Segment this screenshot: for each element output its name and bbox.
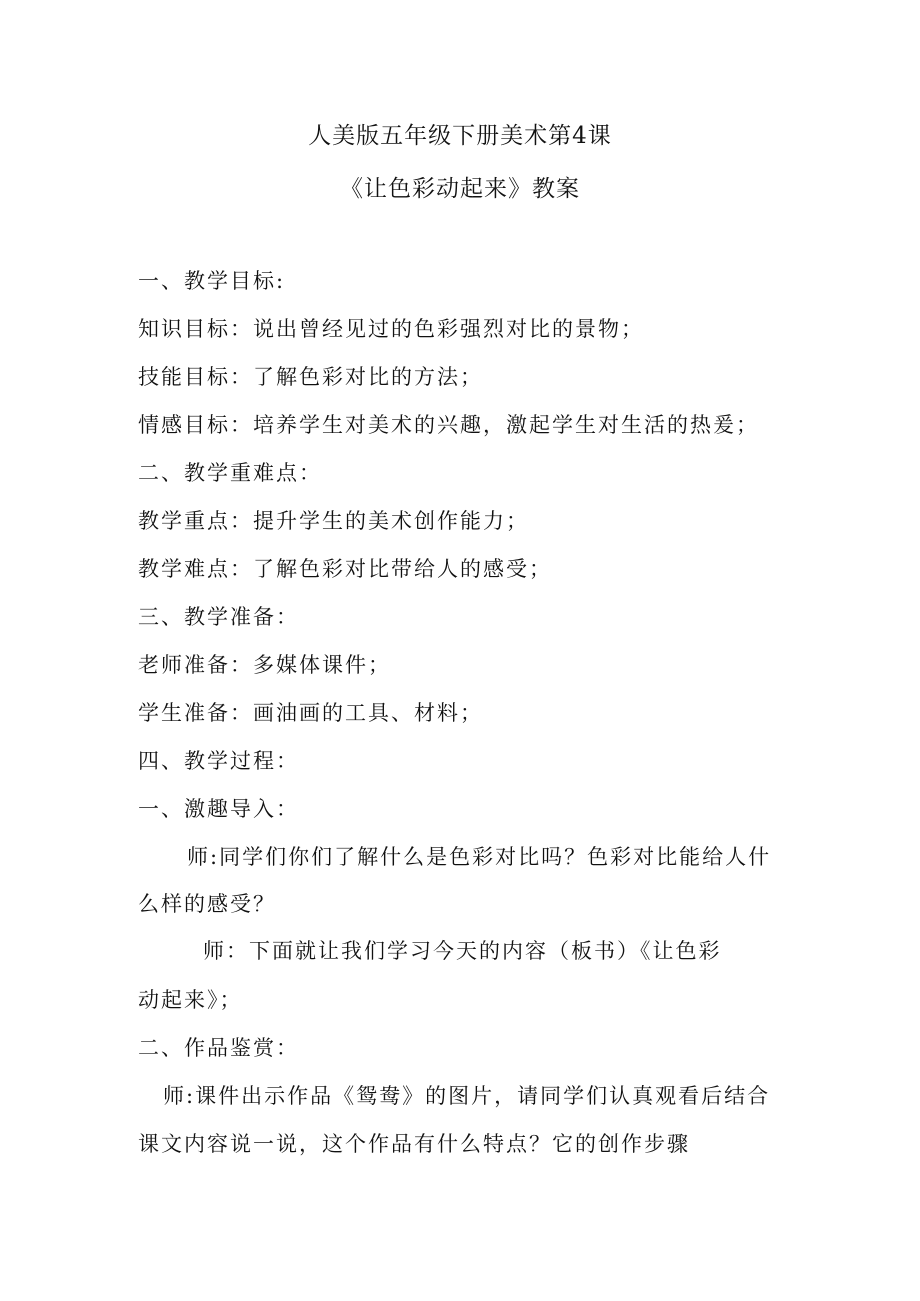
teacher-preparation: 老师准备：多媒体课件； <box>138 653 391 677</box>
document-subtitle: 《让色彩动起来》教案 <box>340 176 580 202</box>
objective-skill: 技能目标：了解色彩对比的方法； <box>138 365 483 389</box>
intro-paragraph-2-line-1: 师：下面就让我们学习今天的内容（板书）《让色彩 <box>203 939 722 963</box>
objectives-heading: 一、教学目标: <box>138 269 286 293</box>
key-point: 教学重点：提升学生的美术创作能力； <box>138 509 529 533</box>
intro-heading: 一、激趣导入： <box>138 797 299 821</box>
intro-paragraph-1-line-2: 么样的感受？ <box>138 892 276 916</box>
appreciation-paragraph-line-1: 师:课件出示作品《鸳鸯》的图片，请同学们认真观看后结合 <box>163 1084 771 1108</box>
process-heading: 四、教学过程： <box>138 749 299 773</box>
document-title: 人美版五年级下册美术第4课 <box>308 123 612 149</box>
appreciation-paragraph-line-2: 课文内容说一说，这个作品有什么特点？它的创作步骤 <box>138 1132 690 1156</box>
appreciation-heading: 二、作品鉴赏： <box>138 1036 299 1060</box>
difficult-point: 教学难点：了解色彩对比带给人的感受； <box>138 557 552 581</box>
intro-paragraph-2-line-2: 动起来》； <box>138 988 243 1012</box>
preparation-heading: 三、教学准备： <box>138 605 299 629</box>
intro-paragraph-1-line-1: 师:同学们你们了解什么是色彩对比吗？色彩对比能给人什 <box>187 845 772 869</box>
objective-knowledge: 知识目标：说出曾经见过的色彩强烈对比的景物； <box>138 317 644 341</box>
student-preparation: 学生准备：画油画的工具、材料； <box>138 701 483 725</box>
objective-emotion: 情感目标：培养学生对美术的兴趣，激起学生对生活的热爰； <box>138 413 759 437</box>
keypoints-heading: 二、教学重难点： <box>138 461 322 485</box>
